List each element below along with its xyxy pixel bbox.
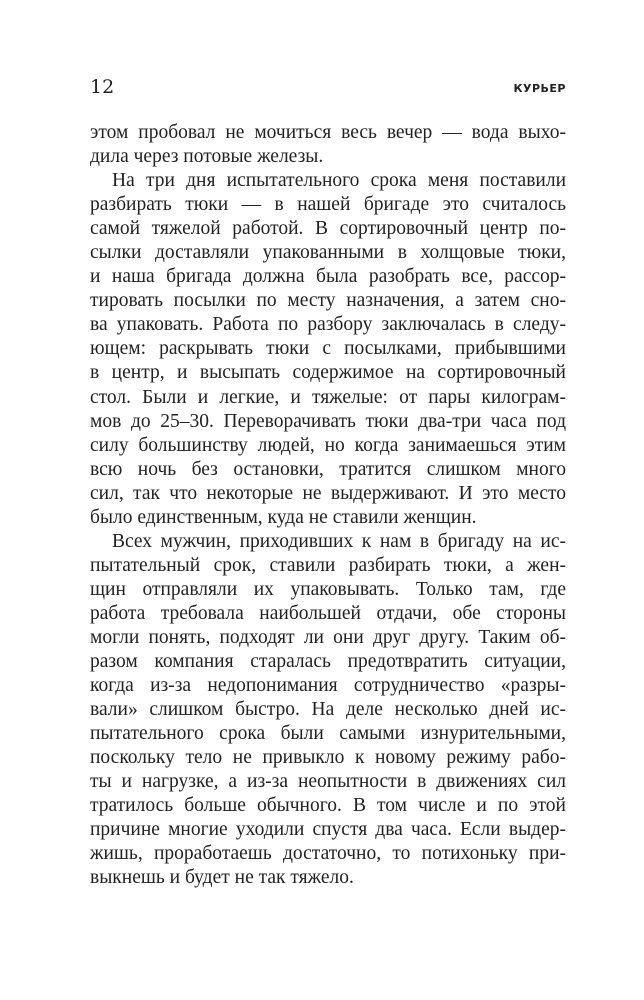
text-line: работа требовала наибольшей отдачи, обе стороны (90, 602, 566, 624)
text-line: когда из-за недопонимания сотрудничество «разры- (90, 675, 566, 697)
text-line: разом компания старалась предотвратить ситуации, (90, 651, 566, 673)
text-line: жишь, проработаешь достаточно, то потихоньку при- (90, 843, 566, 865)
text-line: выкнешь и будет не так тяжело. (90, 867, 354, 889)
text-line: На три дня испытательного срока меня поставили (112, 170, 566, 192)
text-line: ва упаковать. Работа по разбору заключалась в следу- (90, 314, 566, 336)
text-line: сил, так что некоторые не выдерживают. И это место (90, 482, 566, 504)
paragraph (90, 530, 566, 891)
text-line: было единственным, куда не ставили женщин. (90, 506, 477, 528)
text-line: причине многие уходили спустя два часа. Если выдер- (90, 819, 566, 841)
text-line: мов до 25–30. Переворачивать тюки два-три часа под (90, 410, 566, 432)
text-line: силу большинству людей, но когда занимаешься этим (90, 434, 566, 456)
text-line: тировать посылки по месту назначения, а затем сно- (90, 290, 566, 312)
text-line: и наша бригада должна была разобрать все, рассор- (90, 266, 566, 288)
text-line: щин отправляли их упаковывать. Только там, где (90, 578, 566, 600)
text-line: Всех мужчин, приходивших к нам в бригаду на ис- (112, 530, 566, 552)
text-line: тратилось больше обычного. В том числе и по этой (90, 795, 566, 817)
text-line: всю ночь без остановки, тратится слишком много (90, 458, 566, 480)
text-line: сылки доставляли упакованными в холщовые тюки, (90, 242, 566, 264)
text-line: стол. Были и легкие, и тяжелые: от пары килограм- (90, 386, 566, 408)
text-line: ющем: раскрывать тюки с посылками, прибывшими (90, 338, 566, 360)
text-line: в центр, и высыпать содержимое на сортировочный (90, 362, 566, 384)
text-line: ты и нагрузке, а из-за неопытности в движениях сил (90, 771, 566, 793)
text-line: разбирать тюки — в нашей бригаде это считалось (90, 194, 566, 216)
text-line: этом пробовал не мочиться весь вечер — вода выхо- (90, 122, 566, 143)
text-line: поскольку тело не привыкло к новому режиму рабо- (90, 747, 566, 769)
running-head: КУРЬЕР (513, 82, 566, 95)
text-line: дила через потовые железы. (90, 146, 324, 168)
body-text (90, 121, 566, 891)
text-line: пытательного срока были самыми изнурительными, (90, 723, 566, 745)
text-line: могли понять, подходят ли они друг другу. Таким об- (90, 626, 566, 648)
page-number: 12 (90, 76, 115, 98)
text-line: пытательный срок, ставили разбирать тюки, а жен- (90, 554, 566, 576)
text-line: самой тяжелой работой. В сортировочный центр по- (90, 218, 566, 240)
paragraph (90, 121, 566, 169)
text-line: вали» слишком быстро. На деле несколько дней ис- (90, 699, 566, 721)
paragraph (90, 169, 566, 530)
